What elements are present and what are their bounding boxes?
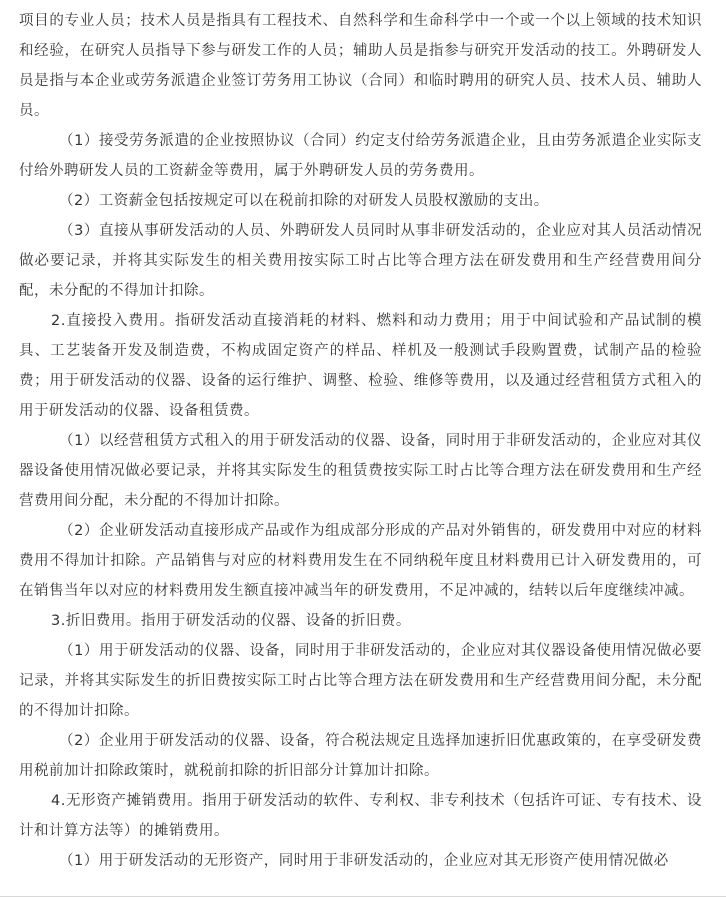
paragraph: 2.直接投入费用。指研发活动直接消耗的材料、燃料和动力费用；用于中间试验和产品试制的模具、工艺装备开发及制造费，不构成固定资产的样品、样机及一般测试手段购置费，试制产品的检验费；用于研发活动的仪器、设备的运行维护、调整、检验、维修等费用，以及通过经营租赁方式租入的用于研发活动的仪器、设备租赁费。 bbox=[19, 313, 702, 419]
paragraph: （1）以经营租赁方式租入的用于研发活动的仪器、设备，同时用于非研发活动的，企业应对其仪器设备使用情况做必要记录，并将其实际发生的租赁费按实际工时占比等合理方法在研发费用和生产经营费用间分配，未分配的不得加计扣除。 bbox=[19, 433, 702, 509]
paragraph: （2）企业研发活动直接形成产品或作为组成部分形成的产品对外销售的，研发费用中对应的材料费用不得加计扣除。产品销售与对应的材料费用发生在不同纳税年度且材料费用已计入研发费用的，可在销售当年以对应的材料费用发生额直接冲减当年的研发费用，不足冲减的，结转以后年度继续冲减。 bbox=[19, 523, 702, 599]
paragraph: （1）接受劳务派遣的企业按照协议（合同）约定支付给劳务派遣企业，且由劳务派遣企业实际支付给外聘研发人员的工资薪金等费用，属于外聘研发人员的劳务费用。 bbox=[19, 133, 702, 179]
paragraph: 3.折旧费用。指用于研发活动的仪器、设备的折旧费。 bbox=[51, 613, 411, 629]
paragraph: （3）直接从事研发活动的人员、外聘研发人员同时从事非研发活动的，企业应对其人员活动情况做必要记录，并将其实际发生的相关费用按实际工时占比等合理方法在研发费用和生产经营费用间分配，未分配的不得加计扣除。 bbox=[19, 223, 702, 299]
paragraph: （1）用于研发活动的无形资产，同时用于非研发活动的，企业应对其无形资产使用情况做必 bbox=[59, 853, 669, 869]
paragraph: （1）用于研发活动的仪器、设备，同时用于非研发活动的，企业应对其仪器设备使用情况做必要记录，并将其实际发生的折旧费按实际工时占比等合理方法在研发费用和生产经营费用间分配，未分配的不得加计扣除。 bbox=[19, 643, 702, 719]
paragraph: 项目的专业人员；技术人员是指具有工程技术、自然科学和生命科学中一个或一个以上领域的技术知识和经验，在研究人员指导下参与研发工作的人员；辅助人员是指参与研究开发活动的技工。外聘研发人员是指与本企业或劳务派遣企业签订劳务用工协议（合同）和临时聘用的研究人员、技术人员、辅助人员。 bbox=[19, 13, 702, 119]
paragraph: （2）企业用于研发活动的仪器、设备，符合税法规定且选择加速折旧优惠政策的，在享受研发费用税前加计扣除政策时，就税前扣除的折旧部分计算加计扣除。 bbox=[19, 733, 702, 779]
paragraph: 4.无形资产摊销费用。指用于研发活动的软件、专利权、非专利技术（包括许可证、专有技术、设计和计算方法等）的摊销费用。 bbox=[19, 793, 702, 839]
paragraph: （2）工资薪金包括按规定可以在税前扣除的对研发人员股权激励的支出。 bbox=[59, 193, 549, 209]
